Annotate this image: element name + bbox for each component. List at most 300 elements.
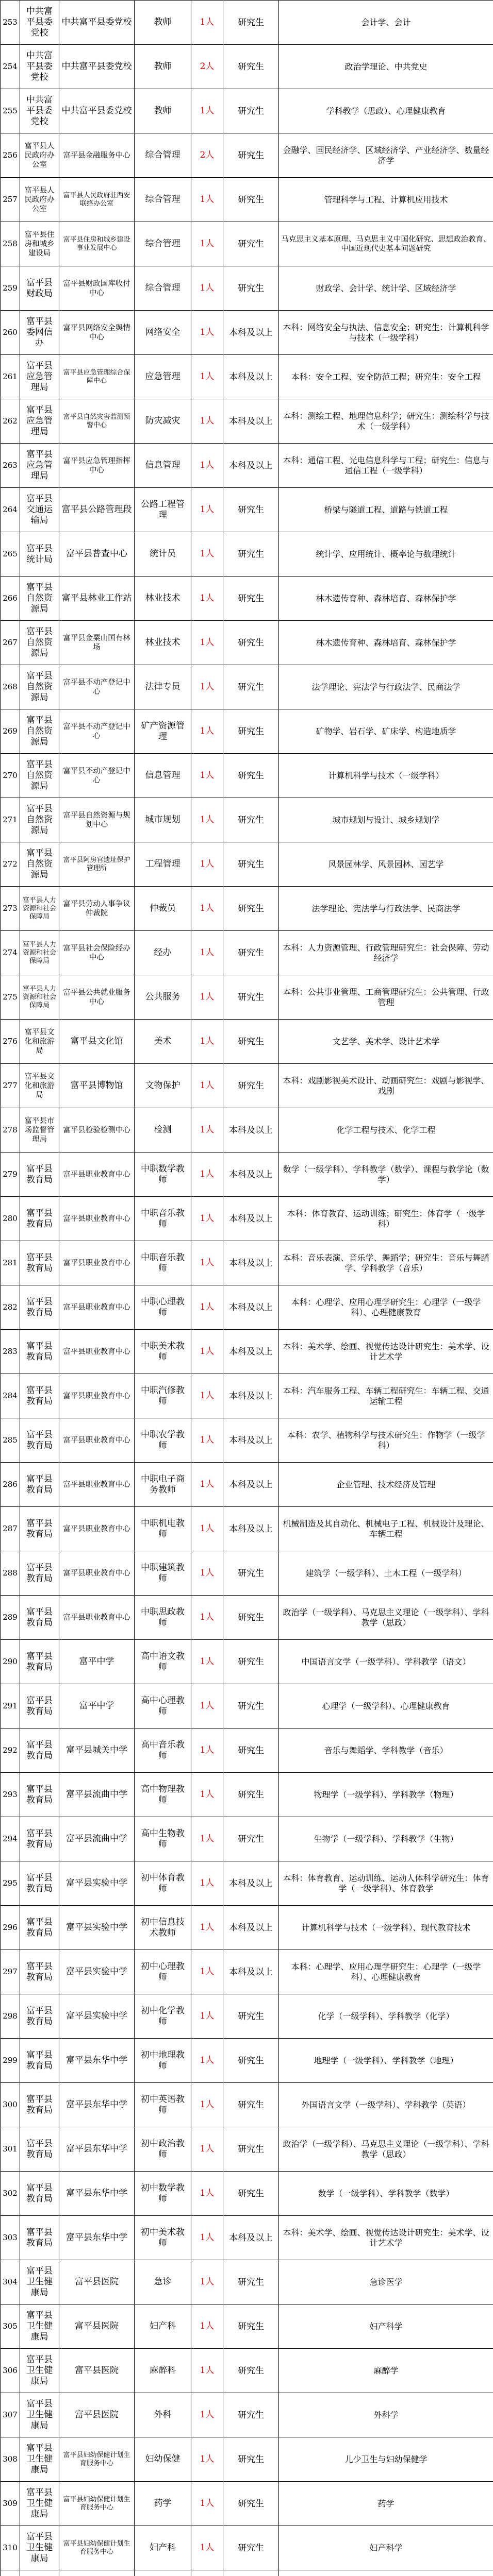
position-cell: 中职美术教师 (135, 1330, 191, 1374)
table-row (1, 887, 493, 931)
position-cell: 初中心理教师 (135, 1950, 191, 1994)
education-cell: 研究生 (223, 488, 279, 532)
position-cell: 经办 (135, 931, 191, 975)
position-cell: 网络安全 (135, 311, 191, 355)
unit-cell: 富平县实验中学 (59, 1950, 135, 1994)
education-cell: 本科及以上 (223, 1285, 279, 1330)
table-row (1, 2349, 493, 2393)
department-cell: 富平县统计局 (20, 532, 59, 577)
unit-cell: 富平县自然灾害监测预警中心 (59, 399, 135, 444)
headcount-cell: 1人 (191, 887, 223, 931)
headcount-cell: 1人 (191, 709, 223, 754)
position-cell: 综合管理 (135, 222, 191, 266)
headcount-cell: 1人 (191, 931, 223, 975)
major-requirement-cell: 政治学理论、中共党史 (279, 45, 493, 89)
unit-cell: 富平县东华中学 (59, 2039, 135, 2083)
department-cell: 富平县人民政府办公室 (20, 133, 59, 178)
department-cell: 富平县教育局 (20, 2039, 59, 2083)
major-requirement-cell: 音乐与舞蹈学、学科教学（音乐） (279, 1728, 493, 1773)
position-cell: 初中数学教师 (135, 2172, 191, 2216)
headcount-cell: 1人 (191, 1640, 223, 1684)
position-cell: 中职农学教师 (135, 1418, 191, 1463)
major-requirement-cell: 化学工程与技术、化学工程 (279, 1108, 493, 1153)
row-number: 291 (1, 1684, 20, 1728)
position-cell: 中职汽修教师 (135, 1374, 191, 1418)
department-cell: 富平县教育局 (20, 1728, 59, 1773)
education-cell: 研究生 (223, 1020, 279, 1064)
major-requirement-cell: 中国语言文学（一级学科）、学科教学（语文） (279, 1640, 493, 1684)
row-number: 309 (1, 2482, 20, 2526)
major-requirement-cell: 药学 (279, 2482, 493, 2526)
education-cell: 研究生 (223, 2482, 279, 2526)
department-cell: 富平县教育局 (20, 1950, 59, 1994)
table-row (1, 1374, 493, 1418)
department-cell: 富平县自然资源局 (20, 577, 59, 621)
department-cell: 富平县自然资源局 (20, 621, 59, 665)
headcount-cell: 1人 (191, 1551, 223, 1596)
department-cell: 中共富平县委党校 (20, 89, 59, 133)
major-requirement-cell: 本科：通信工程、光电信息科学与工程；研究生：信息与通信工程（一级学科） (279, 444, 493, 488)
headcount-cell: 1人 (191, 2482, 223, 2526)
department-cell: 富平县教育局 (20, 1507, 59, 1551)
major-requirement-cell: 城市规划与设计、城乡规划学 (279, 798, 493, 842)
unit-cell: 富平县不动产登记中心 (59, 754, 135, 798)
unit-cell: 富平县职业教育中心 (59, 1197, 135, 1241)
position-cell: 初中化学教师 (135, 1994, 191, 2039)
department-cell: 富平县教育局 (20, 1861, 59, 1906)
headcount-cell: 1人 (191, 1020, 223, 1064)
table-row (1, 1418, 493, 1463)
department-cell: 富平县教育局 (20, 1153, 59, 1197)
major-requirement-cell: 妇产科学 (279, 2304, 493, 2349)
department-cell: 富平县人力资源和社会保障局 (20, 887, 59, 931)
education-cell: 本科及以上 (223, 444, 279, 488)
unit-cell: 富平县社会保险经办中心 (59, 931, 135, 975)
department-cell: 富平县教育局 (20, 1374, 59, 1418)
department-cell: 富平县教育局 (20, 2083, 59, 2127)
table-row (1, 1285, 493, 1330)
education-cell: 研究生 (223, 266, 279, 311)
table-row (1, 133, 493, 178)
unit-cell: 富平县自然资源与规划中心 (59, 798, 135, 842)
table-row (1, 45, 493, 89)
unit-cell: 富平县实验中学 (59, 1861, 135, 1906)
education-cell: 研究生 (223, 178, 279, 222)
table-row (1, 1950, 493, 1994)
major-requirement-cell: 数学（一级学科）、学科教学（数学） (279, 2172, 493, 2216)
department-cell: 富平县教育局 (20, 2216, 59, 2260)
headcount-cell: 1人 (191, 1773, 223, 1817)
headcount-cell: 1人 (191, 2216, 223, 2260)
education-cell: 研究生 (223, 577, 279, 621)
unit-cell: 富平县东华中学 (59, 2083, 135, 2127)
row-number: 271 (1, 798, 20, 842)
unit-cell: 富平县金融服务中心 (59, 133, 135, 178)
major-requirement-cell: 林木遗传育种、森林培育、森林保护学 (279, 577, 493, 621)
headcount-cell: 1人 (191, 1, 223, 45)
position-cell: 检测 (135, 1108, 191, 1153)
unit-cell: 富平县医院 (59, 2304, 135, 2349)
position-cell: 林业技术 (135, 577, 191, 621)
table-row (1, 178, 493, 222)
table-row (1, 709, 493, 754)
position-cell: 中职心理教师 (135, 1285, 191, 1330)
unit-cell: 富平县不动产登记中心 (59, 665, 135, 709)
major-requirement-cell: 财政学、会计学、统计学、区域经济学 (279, 266, 493, 311)
education-cell: 研究生 (223, 2039, 279, 2083)
row-number: 273 (1, 887, 20, 931)
education-cell: 研究生 (223, 2393, 279, 2437)
row-number: 265 (1, 532, 20, 577)
unit-cell: 富平县职业教育中心 (59, 1596, 135, 1640)
row-number: 283 (1, 1330, 20, 1374)
education-cell: 研究生 (223, 45, 279, 89)
unit-cell: 富平县公共就业服务中心 (59, 975, 135, 1020)
education-cell: 本科及以上 (223, 1507, 279, 1551)
row-number: 280 (1, 1197, 20, 1241)
row-number: 299 (1, 2039, 20, 2083)
position-cell: 妇产科 (135, 2526, 191, 2570)
education-cell: 本科及以上 (223, 1906, 279, 1950)
education-cell: 本科及以上 (223, 1108, 279, 1153)
major-requirement-cell: 管理科学与工程、计算机应用技术 (279, 178, 493, 222)
unit-cell: 中共富平县委党校 (59, 1, 135, 45)
education-cell: 研究生 (223, 1064, 279, 1108)
department-cell: 富平县文化和旅游局 (20, 1020, 59, 1064)
row-number: 294 (1, 1817, 20, 1861)
education-cell: 本科及以上 (223, 1197, 279, 1241)
headcount-cell: 1人 (191, 2172, 223, 2216)
headcount-cell: 1人 (191, 222, 223, 266)
row-number: 256 (1, 133, 20, 178)
department-cell: 中共富平县委党校 (20, 1, 59, 45)
table-row (1, 2393, 493, 2437)
position-cell: 高中音乐教师 (135, 1728, 191, 1773)
headcount-cell: 1人 (191, 1064, 223, 1108)
department-cell: 富平县教育局 (20, 1463, 59, 1507)
position-cell: 信息管理 (135, 754, 191, 798)
major-requirement-cell: 本科：心理学、应用心理学研究生：心理学（一级学科）、心理健康教育 (279, 1285, 493, 1330)
unit-cell: 富平县东华中学 (59, 2216, 135, 2260)
headcount-cell: 1人 (191, 1861, 223, 1906)
education-cell: 研究生 (223, 532, 279, 577)
headcount-cell: 1人 (191, 89, 223, 133)
major-requirement-cell: 本科：体育教育、运动训练；研究生：体育学（一级学科） (279, 1197, 493, 1241)
table-row (1, 2437, 493, 2482)
major-requirement-cell: 金融学、国民经济学、区域经济学、产业经济学、数量经济学 (279, 133, 493, 178)
position-cell: 综合管理 (135, 133, 191, 178)
headcount-cell: 1人 (191, 2039, 223, 2083)
headcount-cell: 1人 (191, 842, 223, 887)
unit-cell: 富平县职业教育中心 (59, 1330, 135, 1374)
education-cell: 研究生 (223, 754, 279, 798)
row-number: 306 (1, 2349, 20, 2393)
unit-cell: 富平县流曲中学 (59, 1773, 135, 1817)
education-cell: 研究生 (223, 842, 279, 887)
unit-cell: 富平县医院 (59, 2393, 135, 2437)
unit-cell: 富平县应急管理指挥中心 (59, 444, 135, 488)
major-requirement-cell: 本科：美术学、绘画、视觉传达设计研究生：美术学、设计艺术学 (279, 1330, 493, 1374)
major-requirement-cell: 企业管理、技术经济及管理 (279, 1463, 493, 1507)
table-row (1, 2304, 493, 2349)
table-row (1, 1551, 493, 1596)
row-number: 308 (1, 2437, 20, 2482)
row-number: 304 (1, 2260, 20, 2304)
position-cell: 应急管理 (135, 355, 191, 399)
headcount-cell: 1人 (191, 1507, 223, 1551)
headcount-cell: 1人 (191, 1817, 223, 1861)
row-number: 277 (1, 1064, 20, 1108)
department-cell: 富平县教育局 (20, 1418, 59, 1463)
major-requirement-cell: 建筑学（一级学科）、土木工程（一级学科） (279, 1551, 493, 1596)
unit-cell: 富平县实验中学 (59, 1906, 135, 1950)
unit-cell: 富平中学 (59, 1684, 135, 1728)
department-cell: 富平县卫生健康局 (20, 2304, 59, 2349)
department-cell: 富平县教育局 (20, 1640, 59, 1684)
unit-cell: 富平县财政国库收付中心 (59, 266, 135, 311)
major-requirement-cell: 本科：农学、植物科学与技术研究生：作物学（一级学科） (279, 1418, 493, 1463)
major-requirement-cell: 妇产科学 (279, 2526, 493, 2570)
row-number: 284 (1, 1374, 20, 1418)
row-number: 303 (1, 2216, 20, 2260)
position-cell: 药学 (135, 2482, 191, 2526)
education-cell: 研究生 (223, 931, 279, 975)
row-number: 260 (1, 311, 20, 355)
row-number: 275 (1, 975, 20, 1020)
department-cell: 富平县教育局 (20, 1817, 59, 1861)
unit-cell: 富平县东华中学 (59, 2127, 135, 2172)
major-requirement-cell: 计算机科学与技术（一级学科） (279, 754, 493, 798)
education-cell: 研究生 (223, 89, 279, 133)
table-row (1, 2526, 493, 2570)
department-cell: 富平县教育局 (20, 1773, 59, 1817)
position-cell: 初中美术教师 (135, 2216, 191, 2260)
table-row (1, 311, 493, 355)
unit-cell: 富平中学 (59, 1640, 135, 1684)
headcount-cell: 1人 (191, 1994, 223, 2039)
table-row (1, 665, 493, 709)
headcount-cell: 1人 (191, 2349, 223, 2393)
unit-cell: 富平县职业教育中心 (59, 1153, 135, 1197)
unit-cell: 富平县人民政府驻西安联络办公室 (59, 178, 135, 222)
department-cell: 富平县教育局 (20, 1197, 59, 1241)
position-cell: 外科 (135, 2393, 191, 2437)
department-cell: 富平县自然资源局 (20, 754, 59, 798)
headcount-cell: 1人 (191, 1330, 223, 1374)
headcount-cell: 1人 (191, 754, 223, 798)
unit-cell: 富平县博物馆 (59, 1064, 135, 1108)
headcount-cell: 1人 (191, 444, 223, 488)
education-cell: 研究生 (223, 2260, 279, 2304)
education-cell: 研究生 (223, 1728, 279, 1773)
headcount-cell: 1人 (191, 1153, 223, 1197)
department-cell: 富平县卫生健康局 (20, 2526, 59, 2570)
position-cell: 综合管理 (135, 178, 191, 222)
major-requirement-cell: 林木遗传育种、森林培育、森林保护学 (279, 621, 493, 665)
table-row (1, 2260, 493, 2304)
headcount-cell: 1人 (191, 1241, 223, 1285)
education-cell: 本科及以上 (223, 1330, 279, 1374)
table-row (1, 1684, 493, 1728)
position-cell: 初中体育教师 (135, 1861, 191, 1906)
department-cell: 富平县教育局 (20, 1241, 59, 1285)
row-number: 269 (1, 709, 20, 754)
department-cell: 富平县教育局 (20, 1285, 59, 1330)
education-cell: 研究生 (223, 2349, 279, 2393)
department-cell: 富平县自然资源局 (20, 842, 59, 887)
position-cell: 综合管理 (135, 266, 191, 311)
education-cell: 本科及以上 (223, 1153, 279, 1197)
position-cell: 妇产科 (135, 2304, 191, 2349)
row-number (1, 2570, 20, 2576)
department-cell: 富平县自然资源局 (20, 798, 59, 842)
major-requirement-cell: 法学理论、宪法学与行政法学、民商法学 (279, 887, 493, 931)
unit-cell: 中共富平县委党校 (59, 45, 135, 89)
major-requirement-cell (279, 2570, 493, 2576)
unit-cell: 富平县东华中学 (59, 2172, 135, 2216)
row-number: 257 (1, 178, 20, 222)
row-number: 268 (1, 665, 20, 709)
unit-cell: 富平县妇幼保健计划生育服务中心 (59, 2526, 135, 2570)
major-requirement-cell: 数学（一级学科）、学科教学（数学）、课程与教学论（数学） (279, 1153, 493, 1197)
major-requirement-cell: 急诊医学 (279, 2260, 493, 2304)
headcount-cell: 1人 (191, 178, 223, 222)
headcount-cell: 1人 (191, 1285, 223, 1330)
table-row (1, 2570, 493, 2576)
row-number: 272 (1, 842, 20, 887)
headcount-cell: 2人 (191, 45, 223, 89)
unit-cell: 富平县职业教育中心 (59, 1374, 135, 1418)
headcount-cell: 1人 (191, 1684, 223, 1728)
table-row (1, 222, 493, 266)
position-cell: 中职音乐教师 (135, 1241, 191, 1285)
education-cell (223, 2570, 279, 2576)
headcount-cell: 1人 (191, 1596, 223, 1640)
position-cell: 高中心理教师 (135, 1684, 191, 1728)
education-cell: 研究生 (223, 887, 279, 931)
unit-cell: 富平县普查中心 (59, 532, 135, 577)
major-requirement-cell: 统计学、应用统计、概率论与数理统计 (279, 532, 493, 577)
major-requirement-cell: 本科：网络安全与执法、信息安全；研究生：计算机科学与技术（一级学科） (279, 311, 493, 355)
unit-cell: 富平县医院 (59, 2349, 135, 2393)
row-number: 286 (1, 1463, 20, 1507)
major-requirement-cell: 本科：安全工程、安全防范工程；研究生：安全工程 (279, 355, 493, 399)
position-cell: 急诊 (135, 2260, 191, 2304)
row-number: 264 (1, 488, 20, 532)
education-cell: 研究生 (223, 709, 279, 754)
headcount-cell: 1人 (191, 1950, 223, 1994)
row-number: 281 (1, 1241, 20, 1285)
department-cell: 富平县教育局 (20, 1551, 59, 1596)
major-requirement-cell: 桥梁与隧道工程、道路与铁道工程 (279, 488, 493, 532)
department-cell: 富平县自然资源局 (20, 665, 59, 709)
headcount-cell: 1人 (191, 399, 223, 444)
table-row (1, 1463, 493, 1507)
unit-cell: 富平县公路管理段 (59, 488, 135, 532)
department-cell: 富平县卫生健康局 (20, 2437, 59, 2482)
unit-cell: 富平县城关中学 (59, 1728, 135, 1773)
education-cell: 研究生 (223, 621, 279, 665)
row-number: 270 (1, 754, 20, 798)
major-requirement-cell: 地理学（一级学科）、学科教学（地理） (279, 2039, 493, 2083)
major-requirement-cell: 文艺学、美术学、设计艺术学 (279, 1020, 493, 1064)
unit-cell (59, 2570, 135, 2576)
position-cell: 统计员 (135, 532, 191, 577)
department-cell: 富平县卫生健康局 (20, 2349, 59, 2393)
row-number: 276 (1, 1020, 20, 1064)
position-cell: 高中语文教师 (135, 1640, 191, 1684)
table-row (1, 1330, 493, 1374)
major-requirement-cell: 本科：人力资源管理、行政管理研究生：社会保障、劳动经济学 (279, 931, 493, 975)
table-row (1, 1817, 493, 1861)
education-cell: 研究生 (223, 133, 279, 178)
position-cell: 教师 (135, 45, 191, 89)
table-row (1, 355, 493, 399)
table-row (1, 2127, 493, 2172)
education-cell: 研究生 (223, 665, 279, 709)
unit-cell: 富平县职业教育中心 (59, 1418, 135, 1463)
department-cell: 富平县卫生健康局 (20, 2482, 59, 2526)
row-number: 262 (1, 399, 20, 444)
education-cell: 研究生 (223, 222, 279, 266)
major-requirement-cell: 心理学（一级学科）、心理健康教育 (279, 1684, 493, 1728)
table-body (1, 1, 493, 2576)
education-cell: 研究生 (223, 2083, 279, 2127)
unit-cell: 富平县网络安全舆情中心 (59, 311, 135, 355)
position-cell: 公共服务 (135, 975, 191, 1020)
education-cell: 研究生 (223, 798, 279, 842)
major-requirement-cell: 物理学（一级学科）、学科教学（物理） (279, 1773, 493, 1817)
row-number: 298 (1, 1994, 20, 2039)
unit-cell: 富平县职业教育中心 (59, 1241, 135, 1285)
department-cell: 富平县卫生健康局 (20, 2393, 59, 2437)
education-cell: 本科及以上 (223, 311, 279, 355)
headcount-cell: 1人 (191, 2127, 223, 2172)
education-cell: 研究生 (223, 2172, 279, 2216)
row-number: 302 (1, 2172, 20, 2216)
row-number: 285 (1, 1418, 20, 1463)
table-row (1, 1108, 493, 1153)
education-cell: 研究生 (223, 1, 279, 45)
headcount-cell: 1人 (191, 975, 223, 1020)
row-number: 295 (1, 1861, 20, 1906)
education-cell: 研究生 (223, 1596, 279, 1640)
headcount-cell: 1人 (191, 577, 223, 621)
position-cell: 文物保护 (135, 1064, 191, 1108)
table-row (1, 754, 493, 798)
headcount-cell: 1人 (191, 1374, 223, 1418)
row-number: 278 (1, 1108, 20, 1153)
table-row (1, 1861, 493, 1906)
table-row (1, 2172, 493, 2216)
table-row (1, 1773, 493, 1817)
position-cell: 中职音乐教师 (135, 1197, 191, 1241)
education-cell: 本科及以上 (223, 1950, 279, 1994)
department-cell: 富平县教育局 (20, 2127, 59, 2172)
unit-cell: 富平县不动产登记中心 (59, 709, 135, 754)
major-requirement-cell: 本科：美术学、绘画、视觉传达设计研究生：美术学、设计艺术学 (279, 2216, 493, 2260)
table-row (1, 1728, 493, 1773)
major-requirement-cell: 本科：汽车服务工程、车辆工程研究生：车辆工程、交通运输工程 (279, 1374, 493, 1418)
headcount-cell (191, 2570, 223, 2576)
row-number: 292 (1, 1728, 20, 1773)
education-cell: 研究生 (223, 2437, 279, 2482)
table-row (1, 399, 493, 444)
department-cell: 富平县人力资源和社会保障局 (20, 975, 59, 1020)
education-cell: 本科及以上 (223, 1374, 279, 1418)
education-cell: 本科及以上 (223, 2216, 279, 2260)
row-number: 288 (1, 1551, 20, 1596)
